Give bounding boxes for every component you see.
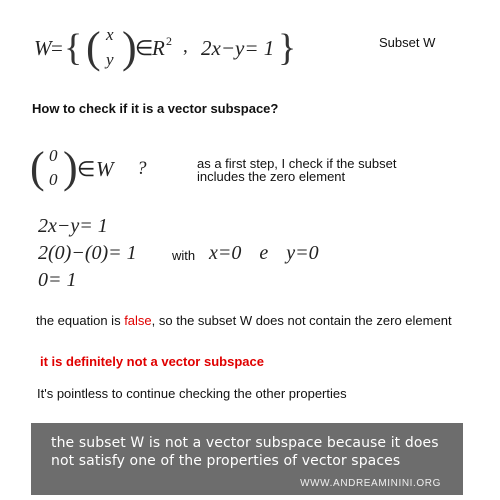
equals-sign: =	[51, 36, 63, 60]
equation-line-2: 2(0)−(0)= 1	[38, 242, 137, 264]
result-sentence: the equation is false, so the subset W does not contain the zero element	[36, 313, 452, 328]
set-condition: 2x−y= 1	[201, 36, 275, 60]
question-heading: How to check if it is a vector subspace?	[32, 101, 279, 116]
zero-vector-check: ( 0 0 ) ∈ W ?	[30, 143, 147, 192]
conclusion-box	[31, 423, 463, 495]
subset-label: Subset W	[379, 35, 436, 50]
space-exponent: 2	[166, 34, 172, 48]
element-of-symbol: ∈	[135, 36, 154, 60]
element-of-symbol: ∈	[77, 157, 96, 181]
substitution-y: y=0	[286, 242, 319, 264]
substitution	[209, 242, 319, 265]
separator-comma: ,	[183, 36, 188, 57]
zero-top: 0	[49, 146, 58, 165]
pointless-note: It's pointless to continue checking the other properties	[37, 386, 347, 401]
equation-line-1: 2x−y= 1	[38, 215, 108, 237]
substitution-x: x=0	[209, 242, 242, 264]
first-step-note: as a first step, I check if the subset includes the zero element	[197, 156, 397, 184]
space-symbol: R	[152, 36, 165, 60]
zero-bottom: 0	[49, 170, 58, 189]
set-name: W	[96, 157, 114, 181]
equation-line-3: 0= 1	[38, 269, 77, 291]
open-brace: {	[64, 27, 83, 69]
vector-y: y	[106, 50, 114, 69]
set-definition: W = { ( x y ) ∈ R 2 , 2x−y= 1 }	[34, 23, 297, 72]
set-name: W	[34, 36, 52, 60]
with-label: with	[172, 248, 196, 263]
close-brace: }	[278, 27, 297, 69]
false-word: false	[124, 313, 152, 328]
vector-x: x	[106, 25, 114, 44]
verdict-text: it is definitely not a vector subspace	[40, 354, 264, 369]
question-mark: ?	[137, 158, 147, 179]
site-link[interactable]: WWW.ANDREAMININI.ORG	[300, 478, 441, 489]
conclusion-text: the subset W is not a vector subspace because it does not satisfy one of the properties of vector spaces	[51, 435, 439, 469]
conjunction: e	[259, 242, 269, 264]
